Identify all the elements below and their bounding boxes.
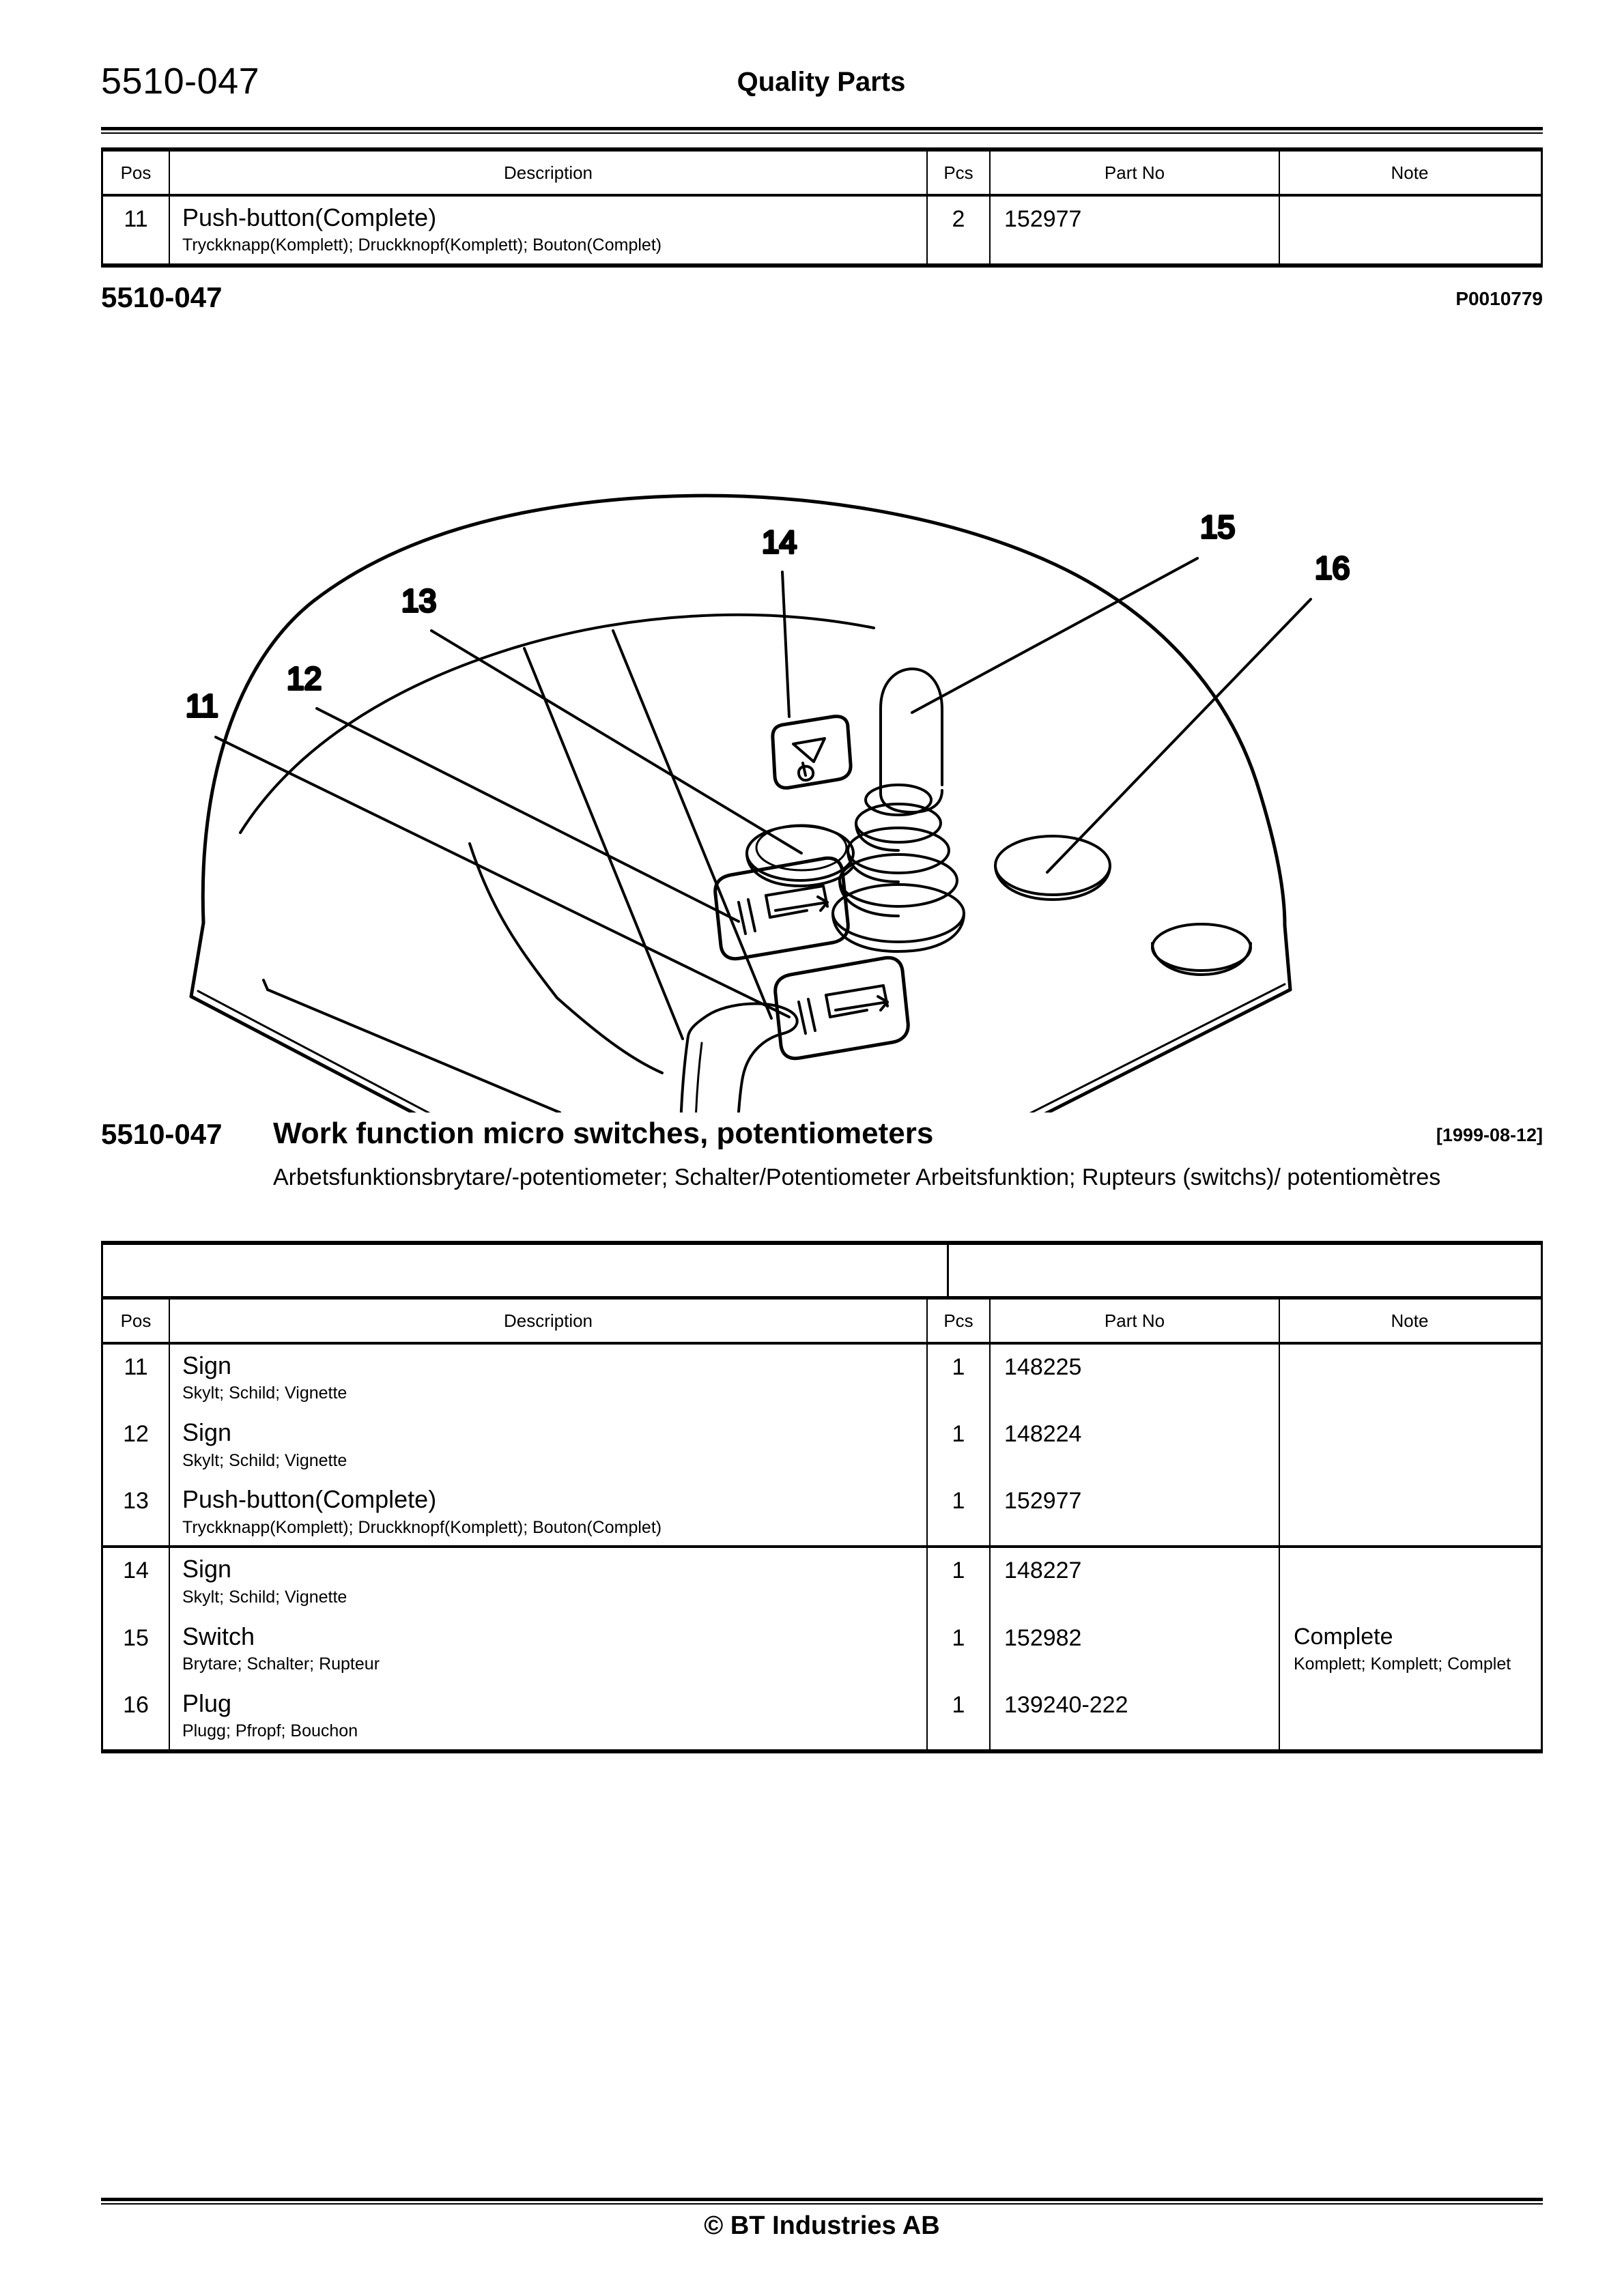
cell-description-translations: Skylt; Schild; Vignette <box>182 1450 347 1470</box>
cell-pos: 14 <box>123 1558 149 1584</box>
cell-note <box>1280 1478 1539 1488</box>
column-header-description: Description <box>169 152 926 194</box>
technical-illustration <box>89 307 1536 1113</box>
cell-part-no: 148227 <box>1004 1558 1082 1584</box>
cell-part-no: 139240-222 <box>1004 1691 1128 1718</box>
cell-pcs: 1 <box>952 1691 965 1718</box>
callout-12: 12 <box>287 661 322 696</box>
table-row <box>103 1616 1541 1682</box>
table-bottom-border <box>103 1749 1541 1753</box>
table-row <box>103 197 1541 263</box>
column-header-pcs: Pcs <box>926 1300 989 1342</box>
running-head-code: 5510-047 <box>101 61 260 102</box>
column-header-pcs: Pcs <box>926 152 989 194</box>
section-date: [1999-08-12] <box>1436 1125 1543 1145</box>
table-row <box>103 1682 1541 1749</box>
column-header-pos: Pos <box>120 162 152 183</box>
table-title-band <box>101 1241 1543 1300</box>
cell-pos: 16 <box>123 1691 149 1718</box>
cell-description: Push-button(Complete) <box>182 203 437 231</box>
cell-pos: 13 <box>123 1488 149 1515</box>
cell-note <box>1280 1411 1539 1421</box>
table-header-row <box>103 1300 1541 1342</box>
section-title: Work function micro switches, potentiometers <box>273 1117 934 1150</box>
callout-11: 11 <box>186 688 218 723</box>
cell-note <box>1280 1345 1539 1354</box>
column-header-part-no: Part No <box>989 152 1279 194</box>
cell-part-no: 152977 <box>1004 1488 1082 1515</box>
cell-description-translations: Brytare; Schalter; Rupteur <box>182 1654 380 1674</box>
cell-pcs: 2 <box>952 206 965 232</box>
callout-16: 16 <box>1315 550 1350 586</box>
column-header-pos: Pos <box>120 1310 152 1331</box>
footer-copyright: © BT Industries AB <box>704 2211 940 2240</box>
figure-id: 5510-047 <box>101 281 223 313</box>
cell-description-translations: Skylt; Schild; Vignette <box>182 1383 347 1403</box>
callout-14: 14 <box>762 524 797 560</box>
cell-description-translations: Tryckknapp(Komplett); Druckknopf(Komplett); Bouton(Complet) <box>182 235 662 255</box>
cell-note <box>1280 1682 1539 1692</box>
cell-note <box>1280 197 1539 206</box>
cell-note: Complete <box>1294 1623 1393 1650</box>
callout-13: 13 <box>401 583 437 618</box>
cell-part-no: 152982 <box>1004 1624 1082 1651</box>
cell-description-translations: Tryckknapp(Komplett); Druckknopf(Komplett); Bouton(Complet) <box>182 1517 662 1537</box>
cell-pos: 12 <box>123 1421 149 1448</box>
cell-part-no: 152977 <box>1004 206 1082 232</box>
column-header-description: Description <box>169 1300 926 1342</box>
cell-note-translations: Komplett; Komplett; Complet <box>1294 1654 1511 1674</box>
cell-pcs: 1 <box>952 1421 965 1448</box>
table-bottom-border <box>103 263 1541 268</box>
cell-note <box>1280 1548 1539 1558</box>
cell-description: Sign <box>182 1555 232 1583</box>
callout-15: 15 <box>1200 509 1236 545</box>
cell-description: Sign <box>182 1351 232 1379</box>
cell-description-translations: Skylt; Schild; Vignette <box>182 1587 347 1607</box>
cell-description: Sign <box>182 1418 232 1447</box>
column-header-note: Note <box>1279 1300 1539 1342</box>
section-subtitle-translations: Arbetsfunktionsbrytare/-potentiometer; Schalter/Potentiometer Arbeitsfunktion; Rupteurs (switchs)/ potentiomètres <box>273 1164 1441 1190</box>
cell-description-translations: Plugg; Pfropf; Bouchon <box>182 1721 358 1741</box>
table-row <box>103 1545 1541 1615</box>
running-head <box>101 60 1541 115</box>
cell-description: Switch <box>182 1622 255 1650</box>
cell-description: Plug <box>182 1689 232 1717</box>
column-header-note: Note <box>1279 152 1539 194</box>
table-row <box>103 1345 1541 1411</box>
top-parts-table <box>101 147 1543 268</box>
cell-pos: 15 <box>123 1624 149 1651</box>
figure-code: P0010779 <box>1455 288 1543 309</box>
band-divider <box>947 1245 949 1296</box>
table-header-row <box>103 152 1541 194</box>
cell-pcs: 1 <box>952 1624 965 1651</box>
cell-part-no: 148225 <box>1004 1354 1082 1380</box>
section-title-block <box>101 1118 1543 1193</box>
footer-rule <box>101 2198 1543 2205</box>
section-id: 5510-047 <box>101 1118 223 1150</box>
header-rule <box>101 127 1543 134</box>
cell-pos: 11 <box>124 206 148 232</box>
table-row <box>103 1411 1541 1478</box>
cell-description: Push-button(Complete) <box>182 1485 437 1514</box>
cell-part-no: 148224 <box>1004 1421 1082 1448</box>
running-head-title: Quality Parts <box>737 67 906 97</box>
cell-pcs: 1 <box>952 1354 965 1380</box>
cell-pcs: 1 <box>952 1488 965 1515</box>
cell-pcs: 1 <box>952 1558 965 1584</box>
column-header-part-no: Part No <box>989 1300 1279 1342</box>
bottom-parts-table <box>101 1300 1543 1753</box>
table-row <box>103 1478 1541 1545</box>
cell-pos: 11 <box>124 1354 148 1380</box>
